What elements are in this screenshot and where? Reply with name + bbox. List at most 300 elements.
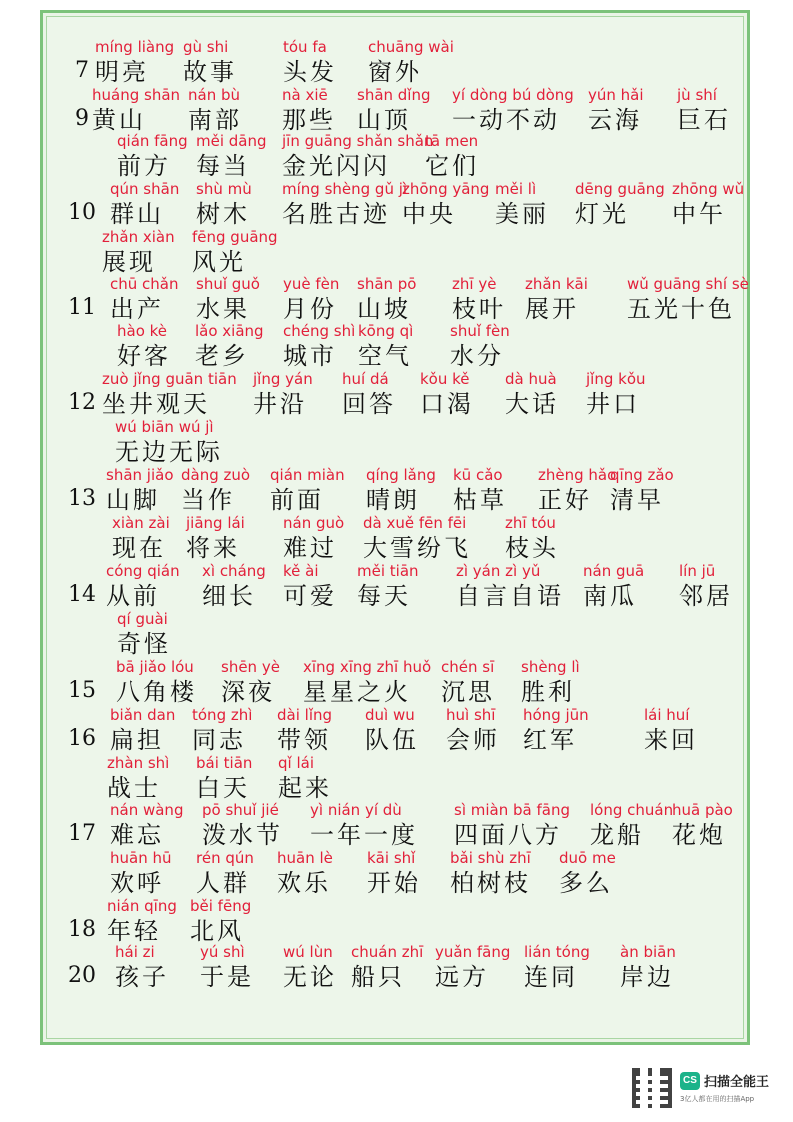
pinyin: yí dòng bú dòng xyxy=(452,86,574,104)
hanzi: 美丽 xyxy=(495,200,549,228)
pinyin: zhǎn xiàn xyxy=(102,228,175,246)
hanzi: 空气 xyxy=(358,342,412,370)
hanzi: 从前 xyxy=(106,582,160,610)
vocab-word xyxy=(366,466,436,514)
lesson-number: 16 xyxy=(68,726,96,751)
vocab-word xyxy=(452,275,506,323)
hanzi: 连同 xyxy=(524,963,578,991)
hanzi: 难过 xyxy=(283,534,337,562)
hanzi: 现在 xyxy=(112,534,166,562)
hanzi: 黄山 xyxy=(92,106,146,134)
vocab-word xyxy=(106,466,174,514)
hanzi: 晴朗 xyxy=(366,486,420,514)
hanzi: 名胜古迹 xyxy=(282,200,390,228)
pinyin: jīn guāng shǎn shǎn xyxy=(282,132,434,150)
pinyin: yún hǎi xyxy=(588,86,644,104)
hanzi: 南部 xyxy=(188,106,242,134)
pinyin: lín jū xyxy=(679,562,716,580)
pinyin: cóng qián xyxy=(106,562,180,580)
hanzi: 将来 xyxy=(186,534,240,562)
pinyin: lái huí xyxy=(644,706,690,724)
pinyin: kāi shǐ xyxy=(367,849,416,867)
hanzi: 队伍 xyxy=(365,726,419,754)
vocab-word xyxy=(110,275,178,323)
lesson-number: 7 xyxy=(75,58,89,83)
pinyin: shuǐ fèn xyxy=(450,322,510,340)
lesson-number: 17 xyxy=(68,821,96,846)
pinyin: shuǐ guǒ xyxy=(196,275,260,293)
pinyin: qún shān xyxy=(110,180,180,198)
hanzi: 故事 xyxy=(183,58,237,86)
hanzi: 好客 xyxy=(117,342,171,370)
pinyin: wú biān wú jì xyxy=(115,418,214,436)
pinyin: zì yán zì yǔ xyxy=(456,562,541,580)
pinyin: huā pào xyxy=(672,801,733,819)
hanzi: 口渴 xyxy=(420,390,474,418)
pinyin: zhàn shì xyxy=(107,754,170,772)
pinyin: hào kè xyxy=(117,322,168,340)
pinyin: bái tiān xyxy=(196,754,253,772)
pinyin: zuò jǐng guān tiān xyxy=(102,370,237,388)
hanzi: 深夜 xyxy=(221,678,275,706)
vocab-word xyxy=(270,466,345,514)
vocab-word xyxy=(181,466,250,514)
hanzi: 树木 xyxy=(196,200,250,228)
hanzi: 中午 xyxy=(672,200,726,228)
pinyin: jiāng lái xyxy=(186,514,245,532)
pinyin: dài lǐng xyxy=(277,706,333,724)
hanzi: 星星之火 xyxy=(303,678,411,706)
vocab-word xyxy=(575,180,665,228)
vocab-word xyxy=(588,86,644,134)
hanzi: 金光闪闪 xyxy=(282,152,390,180)
vocab-word xyxy=(253,370,313,418)
vocab-word xyxy=(92,86,180,134)
vocab-word xyxy=(620,943,676,991)
hanzi: 战士 xyxy=(107,774,161,802)
vocab-word xyxy=(453,466,507,514)
qr-code-icon xyxy=(632,1068,672,1108)
pinyin: huān lè xyxy=(277,849,333,867)
vocab-word xyxy=(196,180,252,228)
hanzi: 龙船 xyxy=(590,821,644,849)
vocab-word xyxy=(610,466,674,514)
brand-name: 扫描全能王 xyxy=(704,1075,770,1090)
vocab-word xyxy=(505,370,559,418)
pinyin: hóng jūn xyxy=(523,706,589,724)
lesson-number: 12 xyxy=(68,390,96,415)
pinyin: běi fēng xyxy=(190,897,252,915)
hanzi: 欢乐 xyxy=(277,869,331,897)
vocab-word xyxy=(183,38,237,86)
hanzi: 展开 xyxy=(525,295,579,323)
pinyin: bǎi shù zhī xyxy=(450,849,531,867)
hanzi: 岸边 xyxy=(620,963,674,991)
vocab-word xyxy=(117,132,188,180)
pinyin: zhōng wǔ xyxy=(672,180,745,198)
vocab-word xyxy=(283,514,344,562)
scanner-watermark xyxy=(632,1068,782,1110)
lesson-number: 18 xyxy=(68,917,96,942)
hanzi: 起来 xyxy=(278,774,332,802)
pinyin: shān dǐng xyxy=(357,86,431,104)
vocab-word xyxy=(277,849,333,897)
pinyin: wú lùn xyxy=(283,943,333,961)
vocab-word xyxy=(202,562,266,610)
vocab-word xyxy=(368,38,454,86)
pinyin: duō me xyxy=(559,849,616,867)
vocab-word xyxy=(521,658,580,706)
hanzi: 孩子 xyxy=(115,963,169,991)
hanzi: 人群 xyxy=(196,869,250,897)
pinyin: yì nián yí dù xyxy=(310,801,402,819)
hanzi: 井沿 xyxy=(253,390,307,418)
lesson-number: 9 xyxy=(75,106,89,131)
vocab-word xyxy=(188,86,242,134)
pinyin: chén sī xyxy=(441,658,495,676)
pinyin: míng shèng gǔ jì xyxy=(282,180,408,198)
vocab-word xyxy=(107,754,169,802)
pinyin: sì miàn bā fāng xyxy=(454,801,570,819)
vocab-word xyxy=(195,322,264,370)
pinyin: dàng zuò xyxy=(181,466,251,484)
hanzi: 明亮 xyxy=(95,58,149,86)
vocab-word xyxy=(107,897,177,945)
hanzi: 坐井观天 xyxy=(102,390,210,418)
hanzi: 同志 xyxy=(192,726,246,754)
pinyin: qián fāng xyxy=(117,132,188,150)
vocab-word xyxy=(278,754,332,802)
pinyin: lóng chuán xyxy=(590,801,674,819)
hanzi: 出产 xyxy=(110,295,164,323)
vocab-word xyxy=(351,943,423,991)
hanzi: 自言自语 xyxy=(456,582,564,610)
vocab-word xyxy=(456,562,564,610)
hanzi: 五光十色 xyxy=(627,295,735,323)
pinyin: nán guā xyxy=(583,562,645,580)
vocab-word xyxy=(450,322,510,370)
vocab-word xyxy=(192,228,278,276)
vocab-word xyxy=(505,514,559,562)
hanzi: 奇怪 xyxy=(117,630,171,658)
pinyin: zhǎn kāi xyxy=(525,275,588,293)
brand-tagline: 3亿人都在用的扫描App xyxy=(680,1095,755,1103)
vocab-word xyxy=(679,562,733,610)
vocab-word xyxy=(196,754,252,802)
pinyin: gù shi xyxy=(183,38,229,56)
pinyin: tóu fa xyxy=(283,38,327,56)
hanzi: 大雪纷飞 xyxy=(363,534,471,562)
pinyin: zhōng yāng xyxy=(402,180,490,198)
hanzi: 城市 xyxy=(283,342,337,370)
pinyin: qián miàn xyxy=(270,466,345,484)
hanzi: 前面 xyxy=(270,486,324,514)
vocab-word xyxy=(283,38,337,86)
pinyin: xiàn zài xyxy=(112,514,170,532)
hanzi: 山顶 xyxy=(357,106,411,134)
pinyin: yuǎn fāng xyxy=(435,943,511,961)
vocab-word xyxy=(559,849,616,897)
pinyin: fēng guāng xyxy=(192,228,278,246)
vocab-word xyxy=(283,943,337,991)
hanzi: 红军 xyxy=(523,726,577,754)
hanzi: 年轻 xyxy=(107,917,161,945)
hanzi: 老乡 xyxy=(195,342,249,370)
hanzi: 难忘 xyxy=(110,821,164,849)
lesson-number: 15 xyxy=(68,678,96,703)
vocab-word xyxy=(357,562,419,610)
hanzi: 四面八方 xyxy=(454,821,562,849)
vocab-word xyxy=(454,801,570,849)
hanzi: 头发 xyxy=(283,58,337,86)
hanzi: 水分 xyxy=(450,342,504,370)
vocab-word xyxy=(106,562,180,610)
vocab-word xyxy=(117,322,171,370)
vocab-word xyxy=(95,38,174,86)
vocab-word xyxy=(192,706,252,754)
pinyin: yuè fèn xyxy=(283,275,340,293)
vocab-word xyxy=(367,849,421,897)
pinyin: xīng xīng zhī huǒ xyxy=(303,658,432,676)
pinyin: qí guài xyxy=(117,610,168,628)
hanzi: 北风 xyxy=(190,917,244,945)
hanzi: 每当 xyxy=(196,152,250,180)
pinyin: biǎn dan xyxy=(110,706,176,724)
vocab-word xyxy=(342,370,396,418)
pinyin: nán wàng xyxy=(110,801,184,819)
vocab-word xyxy=(196,849,254,897)
pinyin: hái zi xyxy=(115,943,155,961)
lesson-number: 20 xyxy=(68,963,96,988)
vocab-word xyxy=(583,562,644,610)
hanzi: 云海 xyxy=(588,106,642,134)
vocab-word xyxy=(677,86,731,134)
vocab-word xyxy=(672,180,744,228)
pinyin: chuán zhī xyxy=(351,943,424,961)
hanzi: 八角楼 xyxy=(116,678,197,706)
hanzi: 大话 xyxy=(505,390,559,418)
hanzi: 南瓜 xyxy=(583,582,637,610)
vocab-word xyxy=(283,275,339,323)
hanzi: 灯光 xyxy=(575,200,629,228)
pinyin: kǒu kě xyxy=(420,370,470,388)
vocab-word xyxy=(402,180,489,228)
hanzi: 中央 xyxy=(402,200,456,228)
pinyin: jǐng kǒu xyxy=(586,370,646,388)
vocab-word xyxy=(450,849,531,897)
hanzi: 枝叶 xyxy=(452,295,506,323)
vocab-word xyxy=(441,658,495,706)
vocab-word xyxy=(627,275,749,323)
vocab-word xyxy=(310,801,418,849)
pinyin: dēng guāng xyxy=(575,180,665,198)
vocab-word xyxy=(102,228,175,276)
vocab-word xyxy=(672,801,733,849)
vocab-word xyxy=(525,275,588,323)
pinyin: kū cǎo xyxy=(453,466,503,484)
hanzi: 白天 xyxy=(196,774,250,802)
pinyin: jǐng yán xyxy=(253,370,313,388)
vocab-word xyxy=(425,132,479,180)
vocab-word xyxy=(202,801,283,849)
pinyin: zhī tóu xyxy=(505,514,556,532)
hanzi: 水果 xyxy=(196,295,250,323)
vocab-word xyxy=(221,658,280,706)
lesson-number: 11 xyxy=(68,295,96,320)
vocab-word xyxy=(357,275,417,323)
pinyin: shān pō xyxy=(357,275,417,293)
hanzi: 细长 xyxy=(202,582,256,610)
hanzi: 扁担 xyxy=(110,726,164,754)
vocab-word xyxy=(586,370,646,418)
hanzi: 邻居 xyxy=(679,582,733,610)
vocab-word xyxy=(446,706,500,754)
pinyin: míng liàng xyxy=(95,38,175,56)
hanzi: 清早 xyxy=(610,486,664,514)
pinyin: huáng shān xyxy=(92,86,181,104)
pinyin: huān hū xyxy=(110,849,172,867)
hanzi: 会师 xyxy=(446,726,500,754)
hanzi: 一年一度 xyxy=(310,821,418,849)
vocab-word xyxy=(363,514,471,562)
hanzi: 于是 xyxy=(200,963,254,991)
hanzi: 无论 xyxy=(283,963,337,991)
vocab-word xyxy=(277,706,332,754)
pinyin: měi lì xyxy=(495,180,537,198)
pinyin: měi dāng xyxy=(196,132,267,150)
hanzi: 每天 xyxy=(357,582,411,610)
hanzi: 回答 xyxy=(342,390,396,418)
hanzi: 带领 xyxy=(277,726,331,754)
pinyin: qíng lǎng xyxy=(366,466,436,484)
lesson-number: 13 xyxy=(68,486,96,511)
hanzi: 可爱 xyxy=(283,582,337,610)
vocab-word xyxy=(282,180,407,228)
pinyin: chū chǎn xyxy=(110,275,179,293)
hanzi: 开始 xyxy=(367,869,421,897)
vocab-word xyxy=(282,132,433,180)
pinyin: zhèng hǎo xyxy=(538,466,617,484)
hanzi: 那些 xyxy=(282,106,336,134)
vocab-word xyxy=(523,706,589,754)
vocab-word xyxy=(420,370,474,418)
vocab-word xyxy=(196,275,260,323)
hanzi: 来回 xyxy=(644,726,698,754)
pinyin: nián qīng xyxy=(107,897,177,915)
vocab-word xyxy=(115,943,169,991)
hanzi: 一动不动 xyxy=(452,106,560,134)
hanzi: 船只 xyxy=(351,963,405,991)
vocab-word xyxy=(117,610,171,658)
pinyin: huí dá xyxy=(342,370,389,388)
pinyin: tóng zhì xyxy=(192,706,253,724)
vocab-word xyxy=(190,897,251,945)
hanzi: 窗外 xyxy=(368,58,422,86)
hanzi: 正好 xyxy=(538,486,592,514)
pinyin: xì cháng xyxy=(202,562,266,580)
hanzi: 泼水节 xyxy=(202,821,283,849)
pinyin: duì wu xyxy=(365,706,415,724)
vocab-word xyxy=(102,370,237,418)
pinyin: zhī yè xyxy=(452,275,497,293)
vocab-word xyxy=(200,943,254,991)
pinyin: nán guò xyxy=(283,514,345,532)
pinyin: lǎo xiāng xyxy=(195,322,264,340)
hanzi: 无边无际 xyxy=(115,438,223,466)
hanzi: 山坡 xyxy=(357,295,411,323)
vocab-word xyxy=(282,86,336,134)
hanzi: 展现 xyxy=(102,248,156,276)
pinyin: shèng lì xyxy=(521,658,580,676)
hanzi: 多么 xyxy=(559,869,613,897)
pinyin: nà xiē xyxy=(282,86,328,104)
pinyin: kě ài xyxy=(283,562,319,580)
vocab-word xyxy=(365,706,419,754)
vocab-word xyxy=(186,514,245,562)
vocab-word xyxy=(538,466,616,514)
vocab-word xyxy=(283,322,355,370)
vocab-word xyxy=(303,658,431,706)
pinyin: qīng zǎo xyxy=(610,466,674,484)
vocab-word xyxy=(495,180,549,228)
pinyin: rén qún xyxy=(196,849,254,867)
vocab-word xyxy=(357,86,431,134)
hanzi: 当作 xyxy=(181,486,235,514)
hanzi: 柏树枝 xyxy=(450,869,531,897)
hanzi: 花炮 xyxy=(672,821,726,849)
pinyin: qǐ lái xyxy=(278,754,314,772)
pinyin: shēn yè xyxy=(221,658,280,676)
hanzi: 风光 xyxy=(192,248,246,276)
vocab-word xyxy=(110,801,183,849)
pinyin: nán bù xyxy=(188,86,241,104)
hanzi: 胜利 xyxy=(521,678,575,706)
vocab-word xyxy=(110,849,172,897)
pinyin: shān jiǎo xyxy=(106,466,174,484)
hanzi: 山脚 xyxy=(106,486,160,514)
pinyin: wǔ guāng shí sè xyxy=(627,275,749,293)
pinyin: lián tóng xyxy=(524,943,590,961)
vocab-word xyxy=(644,706,698,754)
hanzi: 沉思 xyxy=(441,678,495,706)
pinyin: tā men xyxy=(425,132,479,150)
hanzi: 它们 xyxy=(425,152,479,180)
camscanner-logo: CS xyxy=(680,1072,700,1090)
vocab-word xyxy=(452,86,574,134)
lesson-number: 10 xyxy=(68,200,96,225)
lesson-number: 14 xyxy=(68,582,96,607)
vocab-word xyxy=(110,706,175,754)
vocab-word xyxy=(115,418,223,466)
pinyin: chuāng wài xyxy=(368,38,454,56)
hanzi: 枯草 xyxy=(453,486,507,514)
vocab-word xyxy=(110,180,179,228)
pinyin: yú shì xyxy=(200,943,245,961)
pinyin: jù shí xyxy=(677,86,717,104)
pinyin: kōng qì xyxy=(358,322,414,340)
vocab-word xyxy=(590,801,673,849)
pinyin: pō shuǐ jié xyxy=(202,801,279,819)
pinyin: chéng shì xyxy=(283,322,356,340)
pinyin: dà xuě fēn fēi xyxy=(363,514,467,532)
hanzi: 欢呼 xyxy=(110,869,164,897)
vocab-word xyxy=(358,322,413,370)
pinyin: bā jiǎo lóu xyxy=(116,658,194,676)
hanzi: 远方 xyxy=(435,963,489,991)
vocab-word xyxy=(112,514,170,562)
vocab-word xyxy=(116,658,197,706)
hanzi: 群山 xyxy=(110,200,164,228)
